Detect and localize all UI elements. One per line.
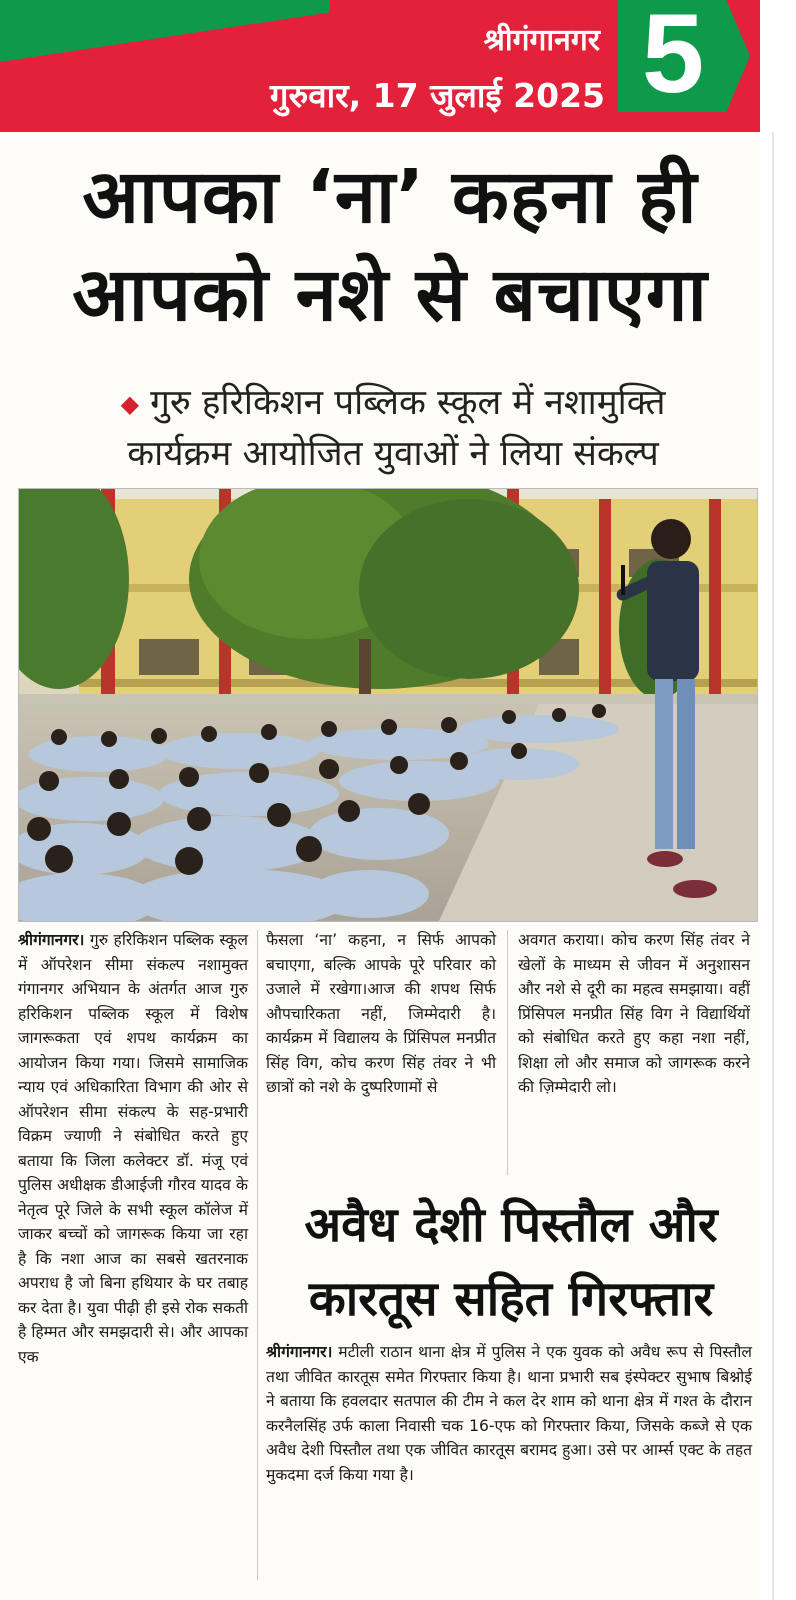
lead-column-3: अवगत कराया। कोच करण सिंह तंवर ने खेलों के माध्यम से जीवन में अनुशासन और नशे से दूरी का महत्व समझाया। वहीं प्रिंसिपल मनप्रीत सिंह विग ने विद्यार्थियों को संबोधित करते हुए कहा नशा नहीं, शिक्षा लो और समाज को जागरूक करने की ज़िम्मेदारी लो।: [518, 931, 750, 1096]
masthead-city: श्रीगंगानगर: [483, 23, 600, 58]
diamond-bullet-icon: ◆: [120, 390, 140, 418]
second-story-headline-line2: कारतूस सहित गिरफ्तार: [308, 1271, 714, 1327]
second-story-dateline: श्रीगंगानगर।: [266, 1343, 333, 1361]
page-edge-rule: [772, 132, 774, 1600]
masthead-date: गुरुवार, 17 जुलाई 2025: [269, 76, 605, 115]
lead-column-1: [18, 928, 248, 1590]
lead-headline: [20, 148, 760, 344]
lead-headline-line2: आपको नशे से बचाएगा: [72, 252, 708, 338]
lead-column-1-text: गुरु हरिकिशन पब्लिक स्कूल में ऑपरेशन सीमा संकल्प नशामुक्त गंगानगर अभियान के अंतर्गत आज गुरु हरिकिशन पब्लिक स्कूल में विशेष जागरूकता एवं शपथ कार्यक्रम का आयोजन किया गया। जिसमे सामाजिक न्याय एवं अधिकारिता विभाग की ओर से ऑपरेशन सीमा संकल्प के सह-प्रभारी विक्रम ज्याणी ने संबोधित करते हुए बताया कि जिला कलेक्टर डॉ. मंजू एवं पुलिस अधीक्षक डीआईजी गौरव यादव के नेतृत्व पूरे जिले के सभी स्कूल कॉलेज में जाकर बच्चों को जागरूक किया जा रहा है कि नशा आज का सबसे खतरनाक अपराध है जो बिना हथियार के घर तबाह कर देता है। युवा पीढ़ी ही इसे रोक सकती है हिम्मत और समझदारी से। और आपका एक: [18, 931, 248, 1366]
masthead-green-strip: [0, 0, 330, 62]
lead-dateline: श्रीगंगानगर।: [18, 931, 85, 949]
second-story-headline-line1: अवैध देशी पिस्तौल और: [304, 1197, 718, 1253]
column-rule: [257, 930, 258, 1580]
second-story-body: [266, 1340, 752, 1487]
page-margin: [760, 0, 796, 1600]
school-assembly-photo-icon: [19, 489, 757, 921]
lead-subhead-line1: गुरु हरिकिशन पब्लिक स्कूल में नशामुक्ति: [150, 383, 666, 423]
lead-headline-line1: आपका ‘ना’ कहना ही: [82, 154, 698, 240]
lead-subhead: [28, 378, 758, 479]
column-rule: [507, 930, 508, 1175]
second-story-headline: [266, 1188, 756, 1336]
lead-column-2: फैसला ‘ना’ कहना, न सिर्फ आपको बचाएगा, बल्कि आपके पूरे परिवार को उजाले में रखेगा।आज की शपथ सिर्फ औपचारिकता नहीं, जिम्मेदारी है। कार्यक्रम में विद्यालय के प्रिंसिपल मनप्रीत सिंह विग, कोच करण सिंह तंवर ने भी छात्रों को नशे के दुष्परिणामों से: [266, 931, 496, 1096]
second-story-text: मटीली राठान थाना क्षेत्र में पुलिस ने एक युवक को अवैध रूप से पिस्तौल तथा जीवित कारतूस समेत गिरफ्तार किया है। थाना प्रभारी सब इंस्पेक्टर सुभाष बिश्नोई ने बताया कि हवलदार सतपाल की टीम ने कल देर शाम को थाना क्षेत्र में गश्त के दौरान करनैलसिंह उर्फ काला निवासी चक 16-एफ को गिरफ्तार किया, जिसके कब्जे से एक अवैध देशी पिस्तौल तथा एक जीवित कारतूस बरामद हुआ। उसे पर आर्म्स एक्ट के तहत मुकदमा दर्ज किया गया है।: [266, 1343, 752, 1484]
masthead: [0, 0, 760, 132]
page-number: 5: [641, 0, 705, 116]
lead-photo: [18, 488, 758, 922]
lead-subhead-line2: कार्यक्रम आयोजित युवाओं ने लिया संकल्प: [127, 434, 659, 474]
